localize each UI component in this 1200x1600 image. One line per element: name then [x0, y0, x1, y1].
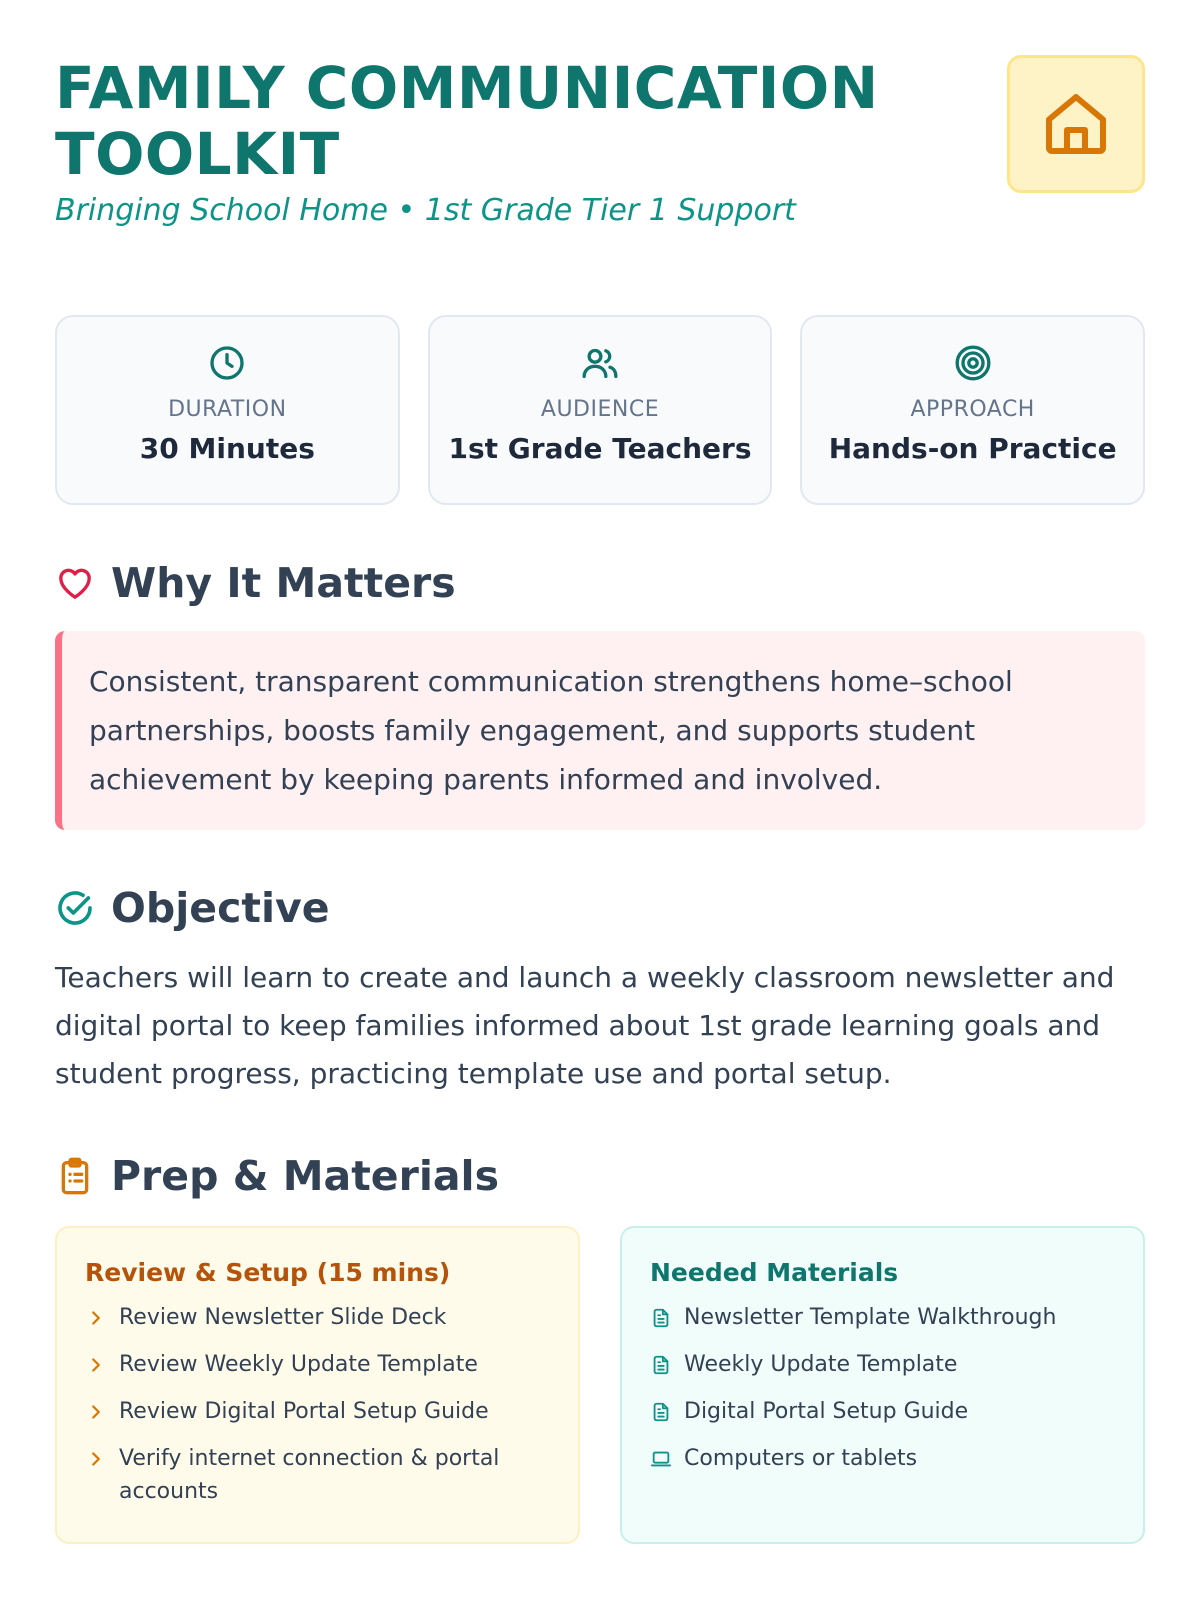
- card-label: DURATION: [168, 397, 287, 422]
- document-icon: [650, 1401, 672, 1423]
- home-icon: [1040, 88, 1112, 160]
- card-value: Hands-on Practice: [828, 432, 1117, 465]
- list-item-label: Newsletter Template Walkthrough: [684, 1305, 1057, 1330]
- list-item-label: Weekly Update Template: [684, 1352, 958, 1377]
- list-item: [85, 1442, 550, 1508]
- list-item-label: Review Weekly Update Template: [119, 1352, 478, 1377]
- target-icon: [953, 343, 993, 383]
- prep-boxes: [55, 1226, 1145, 1544]
- section-title-prep: Prep & Materials: [111, 1152, 499, 1200]
- list-item: [85, 1301, 550, 1334]
- objective-text: Teachers will learn to create and launch a weekly classroom newsletter and digital portal to keep families informed about 1st grade learning goals and student progress, practicing template use and portal setup.: [55, 961, 1115, 1090]
- info-cards: [55, 315, 1145, 505]
- chevron-right-icon: [85, 1448, 107, 1470]
- clipboard-icon: [55, 1156, 95, 1196]
- list-item-label: Computers or tablets: [684, 1446, 918, 1471]
- list-item-label: Review Newsletter Slide Deck: [119, 1305, 447, 1330]
- page-subtitle: Bringing School Home • 1st Grade Tier 1 Support: [55, 193, 796, 228]
- setup-list: [85, 1301, 550, 1508]
- setup-title: Review & Setup (15 mins): [85, 1258, 451, 1287]
- document-icon: [650, 1307, 672, 1329]
- home-badge: [1007, 55, 1145, 193]
- why-heading: [55, 559, 1145, 607]
- check-circle-icon: [55, 888, 95, 928]
- prep-heading: [55, 1152, 1145, 1200]
- list-item-label: Verify internet connection & portal accounts: [119, 1446, 500, 1504]
- heart-icon: [55, 563, 95, 603]
- chevron-right-icon: [85, 1307, 107, 1329]
- list-item: [85, 1348, 550, 1381]
- objective-heading: [55, 884, 1145, 932]
- card-audience: [428, 315, 773, 505]
- list-item-label: Digital Portal Setup Guide: [684, 1399, 969, 1424]
- list-item: [85, 1395, 550, 1428]
- card-label: APPROACH: [910, 397, 1035, 422]
- materials-title: Needed Materials: [650, 1258, 899, 1287]
- clock-icon: [207, 343, 247, 383]
- setup-box: [55, 1226, 580, 1544]
- section-title-objective: Objective: [111, 884, 330, 932]
- card-label: AUDIENCE: [540, 397, 660, 422]
- chevron-right-icon: [85, 1401, 107, 1423]
- chevron-right-icon: [85, 1354, 107, 1376]
- materials-box: [620, 1226, 1145, 1544]
- section-title-why: Why It Matters: [111, 559, 456, 607]
- materials-list: [650, 1301, 1115, 1475]
- card-approach: [800, 315, 1145, 505]
- laptop-icon: [650, 1448, 672, 1470]
- list-item: [650, 1301, 1115, 1334]
- header: [55, 55, 1145, 255]
- page-title: FAMILY COMMUNICATION TOOLKIT: [55, 54, 879, 188]
- why-callout: Consistent, transparent communication strengthens home–school partnerships, boosts family engagement, and supports student achievement by keeping parents informed and involved.: [55, 631, 1145, 830]
- list-item-label: Review Digital Portal Setup Guide: [119, 1399, 489, 1424]
- users-icon: [580, 343, 620, 383]
- card-value: 30 Minutes: [139, 432, 315, 465]
- list-item: [650, 1395, 1115, 1428]
- list-item: [650, 1348, 1115, 1381]
- card-duration: [55, 315, 400, 505]
- card-value: 1st Grade Teachers: [448, 432, 752, 465]
- list-item: [650, 1442, 1115, 1475]
- document-icon: [650, 1354, 672, 1376]
